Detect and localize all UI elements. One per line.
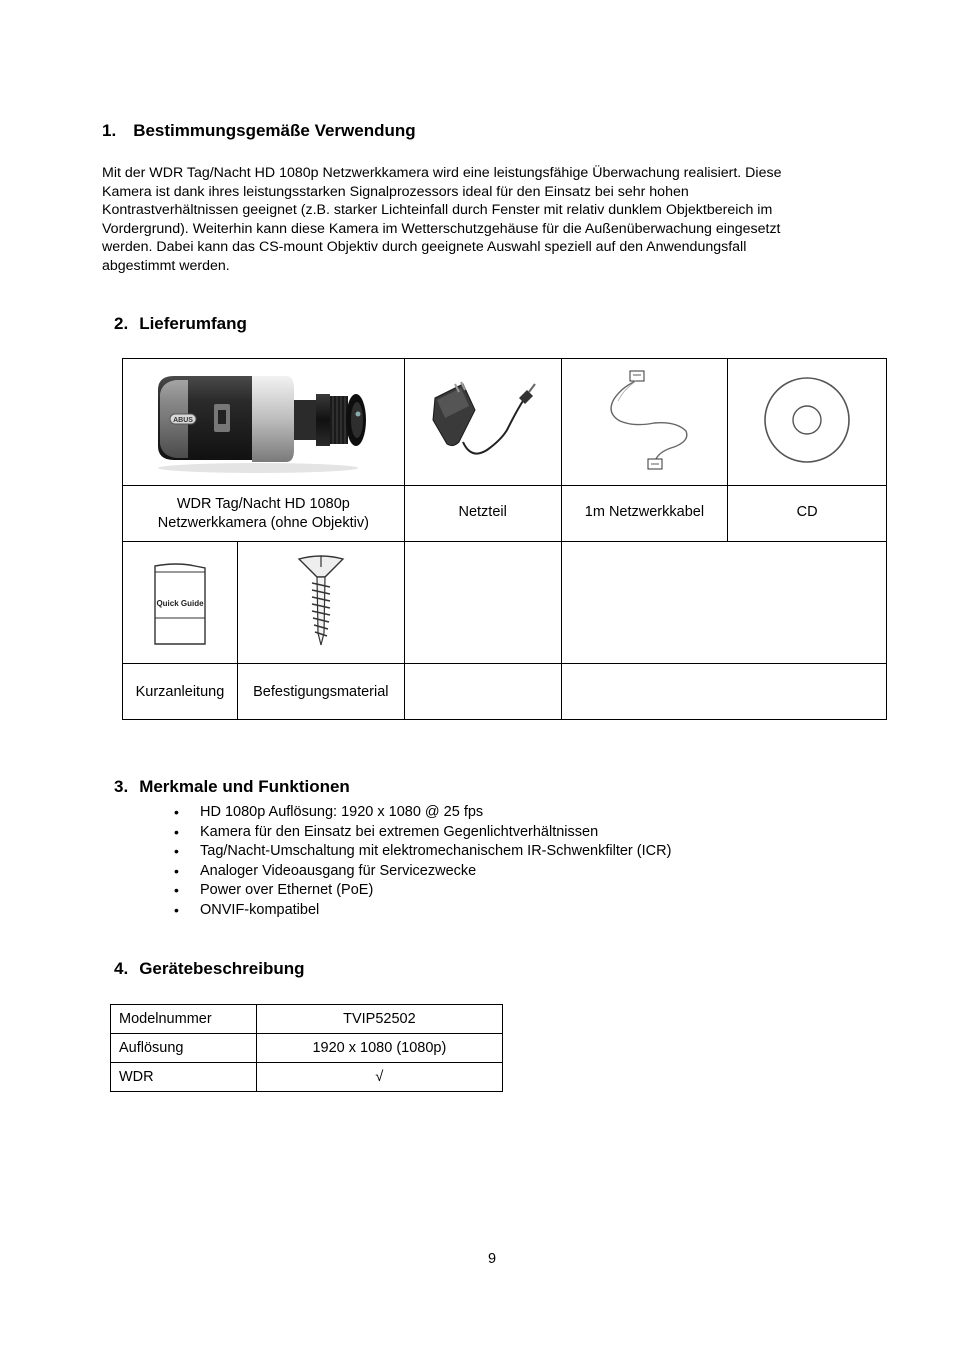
spec-value: 1920 x 1080 (1080p): [256, 1034, 502, 1063]
section-2-title: Lieferumfang: [139, 314, 247, 333]
power-adapter-icon: [423, 370, 543, 470]
scope-of-delivery-table: [122, 358, 887, 720]
cd-label: CD: [728, 486, 887, 542]
paragraph-line: Mit der WDR Tag/Nacht HD 1080p Netzwerkkamera wird eine leistungsfähige Überwachung realisiert. Diese: [102, 165, 782, 181]
quick-guide-label: Kurzanleitung: [123, 664, 238, 720]
section-3-number: 3.: [114, 777, 129, 796]
section-2-heading: [114, 314, 247, 334]
section-4-number: 4.: [114, 959, 129, 978]
camera-icon: [148, 364, 378, 476]
network-cable-image-cell: [561, 359, 728, 486]
paragraph-line: werden. Dabei kann das CS-mount Objektiv durch geeignete Auswahl speziell auf den Anwendungsfall: [102, 239, 747, 256]
features-list: [174, 803, 874, 920]
scope-label-row: [123, 486, 887, 542]
camera-image-cell: [123, 359, 405, 486]
mounting-material-image-cell: [237, 542, 404, 664]
spec-label: WDR: [111, 1063, 257, 1092]
scope-label-row-2: [123, 664, 887, 720]
section-2-number: 2.: [114, 314, 129, 333]
mounting-material-label: Befestigungsmaterial: [237, 664, 404, 720]
spec-value: √: [256, 1063, 502, 1092]
spec-label: Auflösung: [111, 1034, 257, 1063]
scope-image-row: [123, 359, 887, 486]
section-3-heading: [114, 777, 350, 797]
cd-icon: [759, 372, 855, 468]
spec-label: Modelnummer: [111, 1005, 257, 1034]
network-cable-label: 1m Netzwerkkabel: [561, 486, 728, 542]
spec-row: [111, 1005, 503, 1034]
quick-guide-cover-text: Quick Guide: [156, 598, 204, 608]
power-supply-label: Netzteil: [404, 486, 561, 542]
feature-list-item: • HD 1080p Auflösung: 1920 x 1080 @ 25 fps: [174, 803, 874, 823]
quick-guide-image-cell: [123, 542, 238, 664]
spec-value: TVIP52502: [256, 1005, 502, 1034]
feature-list-item: • ONVIF-kompatibel: [174, 901, 874, 921]
paragraph-line: abgestimmt werden.: [102, 257, 230, 274]
camera-logo-text: ABUS: [173, 417, 194, 424]
section-1-title: Bestimmungsgemäße Verwendung: [133, 121, 416, 140]
spec-row: [111, 1034, 503, 1063]
section-1-number: 1.: [102, 121, 117, 140]
network-cable-icon: [594, 365, 694, 475]
feature-list-item: • Kamera für den Einsatz bei extremen Gegenlichtverhältnissen: [174, 823, 874, 843]
scope-image-row-2: [123, 542, 887, 664]
camera-label-line: Netzwerkkamera (ohne Objektiv): [157, 514, 369, 531]
empty-image-cell: [404, 542, 561, 664]
paragraph-line: Kamera ist dank ihres leistungsstarken Signalprozessors ideal für den Einsatz bei sehr hohen: [102, 183, 689, 200]
device-spec-table: [110, 1004, 503, 1092]
intended-use-paragraph: [102, 164, 892, 276]
spec-row: [111, 1063, 503, 1092]
empty-image-cell: [561, 542, 886, 664]
empty-label-cell: [561, 664, 886, 720]
section-3-title: Merkmale und Funktionen: [139, 777, 350, 796]
camera-label-line: WDR Tag/Nacht HD 1080p: [176, 495, 350, 512]
paragraph-line: Vordergrund). Weiterhin kann diese Kamera im Wetterschutzgehäuse für die Außenüberwachung eingesetzt: [102, 220, 781, 237]
feature-list-item: • Power over Ethernet (PoE): [174, 881, 874, 901]
feature-list-item: • Tag/Nacht-Umschaltung mit elektromechanischem IR-Schwenkfilter (ICR): [174, 842, 874, 862]
page-number: 9: [487, 1251, 497, 1267]
cd-image-cell: [728, 359, 887, 486]
section-4-title: Gerätebeschreibung: [139, 959, 305, 978]
paragraph-line: Kontrastverhältnissen geeignet (z.B. starker Lichteinfall durch Fenster mit relativ dunklem Objektbereich im: [102, 202, 773, 219]
section-4-heading: [114, 959, 305, 979]
screw-icon: [291, 551, 351, 651]
section-1-heading: [102, 121, 416, 141]
quick-guide-icon: [145, 556, 215, 646]
power-supply-image-cell: [404, 359, 561, 486]
camera-label: [123, 486, 405, 542]
feature-list-item: • Analoger Videoausgang für Servicezwecke: [174, 862, 874, 882]
empty-label-cell: [404, 664, 561, 720]
